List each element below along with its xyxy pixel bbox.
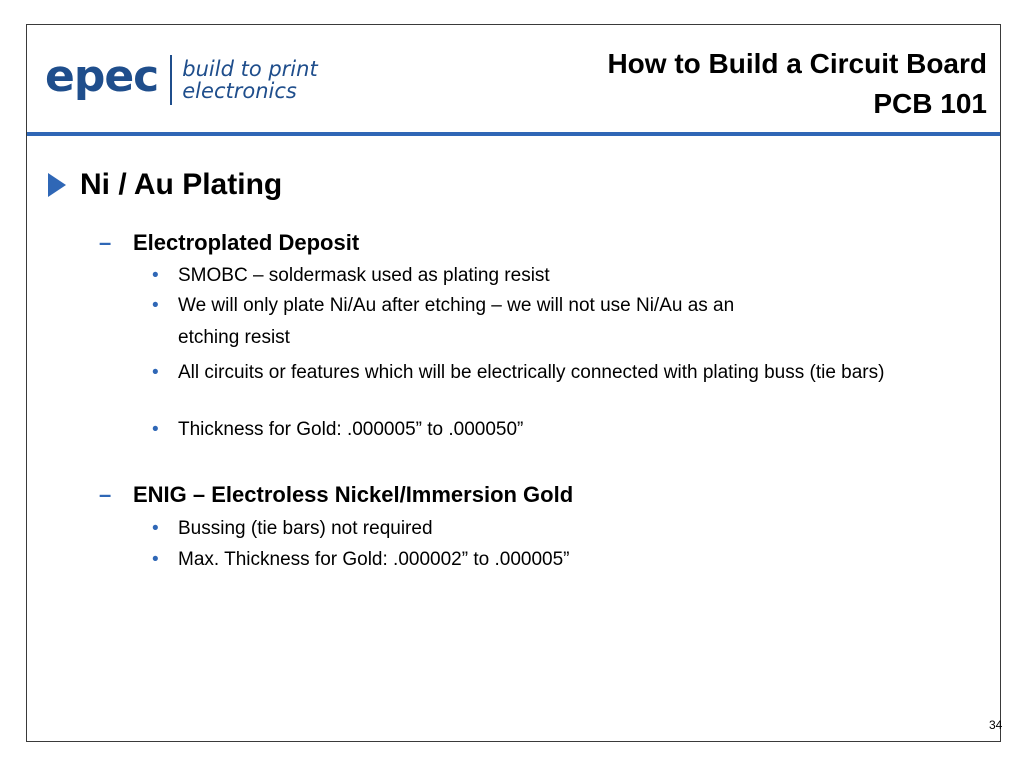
main-heading-text: Ni / Au Plating	[80, 168, 283, 201]
bullet-text: Bussing (tie bars) not required	[178, 518, 433, 539]
epec-logo	[45, 50, 318, 110]
section-title: ENIG – Electroless Nickel/Immersion Gold	[133, 482, 574, 507]
bullet-item	[152, 418, 978, 442]
slide-title-line1: How to Build a Circuit Board	[607, 48, 987, 79]
bullet-text: etching resist	[178, 327, 290, 348]
section-heading-electroplated	[99, 230, 359, 256]
bullet-text: Max. Thickness for Gold: .000002” to .000005”	[178, 549, 570, 570]
slide-title	[607, 44, 987, 124]
header-divider	[27, 132, 1000, 136]
logo-tagline	[182, 58, 317, 102]
dot-bullet-icon: •	[152, 518, 159, 539]
dot-bullet-icon: •	[152, 549, 159, 570]
bullet-item	[152, 548, 978, 572]
bullet-text: SMOBC – soldermask used as plating resist	[178, 265, 550, 286]
logo-divider	[170, 55, 172, 105]
slide-title-line2: PCB 101	[873, 88, 987, 119]
dot-bullet-icon: •	[152, 265, 159, 286]
section-heading-enig	[99, 482, 573, 508]
bullet-text: Thickness for Gold: .000005” to .000050”	[178, 419, 524, 440]
bullet-item	[152, 517, 978, 541]
bullet-item	[152, 264, 978, 288]
bullet-text: We will only plate Ni/Au after etching – we will not use Ni/Au as an	[178, 295, 735, 316]
dash-bullet-icon: –	[99, 482, 112, 507]
triangle-bullet-icon	[48, 173, 66, 197]
bullet-item	[152, 294, 978, 318]
bullet-spacer	[152, 326, 178, 350]
logo-tagline-line2: electronics	[182, 79, 297, 103]
main-heading	[48, 168, 282, 202]
section-title: Electroplated Deposit	[133, 230, 360, 255]
bullet-item	[152, 326, 978, 350]
logo-wordmark: epec	[45, 51, 159, 102]
dot-bullet-icon: •	[152, 419, 159, 440]
page-number: 34	[989, 718, 1003, 732]
bullet-item	[152, 361, 978, 385]
dot-bullet-icon: •	[152, 362, 159, 383]
dot-bullet-icon: •	[152, 295, 159, 316]
bullet-text: All circuits or features which will be electrically connected with plating buss (tie bars)	[178, 362, 885, 383]
logo-tagline-line1: build to print	[182, 57, 318, 81]
dash-bullet-icon: –	[99, 230, 112, 255]
